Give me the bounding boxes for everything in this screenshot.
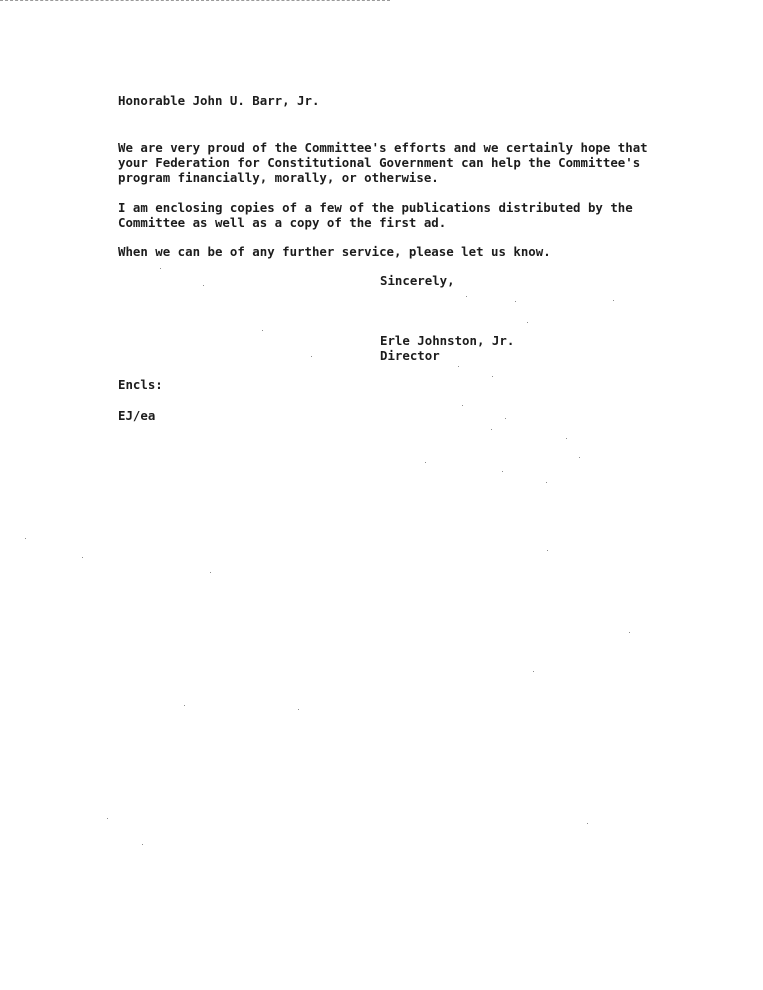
scan-speck <box>425 462 426 463</box>
page-top-edge <box>0 0 390 1</box>
paragraph-2-line-1: I am enclosing copies of a few of the publications distributed by the <box>118 200 633 215</box>
scan-speck <box>502 471 503 472</box>
signer-name: Erle Johnston, Jr. <box>380 333 515 348</box>
scan-speck <box>210 572 211 573</box>
scan-speck <box>566 438 567 439</box>
scan-speck <box>184 705 185 706</box>
scan-speck <box>458 366 459 367</box>
scan-speck <box>203 285 204 286</box>
scan-speck <box>107 818 108 819</box>
scan-speck <box>142 844 143 845</box>
scan-speck <box>547 550 548 551</box>
scan-speck <box>311 356 312 357</box>
scan-speck <box>533 671 534 672</box>
scan-speck <box>629 632 630 633</box>
scan-speck <box>613 300 614 301</box>
scan-speck <box>527 322 528 323</box>
scan-speck <box>546 482 547 483</box>
scan-speck <box>298 709 299 710</box>
scan-speck <box>587 823 588 824</box>
scan-speck <box>262 330 263 331</box>
enclosure-note: Encls: <box>118 377 163 392</box>
scan-speck <box>579 457 580 458</box>
reference-initials: EJ/ea <box>118 408 156 423</box>
paragraph-3: When we can be of any further service, please let us know. <box>118 244 551 259</box>
scan-speck <box>492 376 493 377</box>
closing: Sincerely, <box>380 273 455 288</box>
scan-speck <box>462 405 463 406</box>
scan-speck <box>25 538 26 539</box>
paragraph-1-line-3: program financially, morally, or otherwise. <box>118 170 439 185</box>
paragraph-2-line-2: Committee as well as a copy of the first ad. <box>118 215 447 230</box>
paragraph-1-line-2: your Federation for Constitutional Government can help the Committee's <box>118 155 641 170</box>
scan-speck <box>466 296 467 297</box>
salutation: Honorable John U. Barr, Jr. <box>118 93 320 108</box>
scan-speck <box>515 301 516 302</box>
scan-speck <box>505 418 506 419</box>
signer-title: Director <box>380 348 440 363</box>
paragraph-1-line-1: We are very proud of the Committee's efforts and we certainly hope that <box>118 140 648 155</box>
scan-speck <box>491 429 492 430</box>
scan-speck <box>160 268 161 269</box>
scan-speck <box>82 557 83 558</box>
